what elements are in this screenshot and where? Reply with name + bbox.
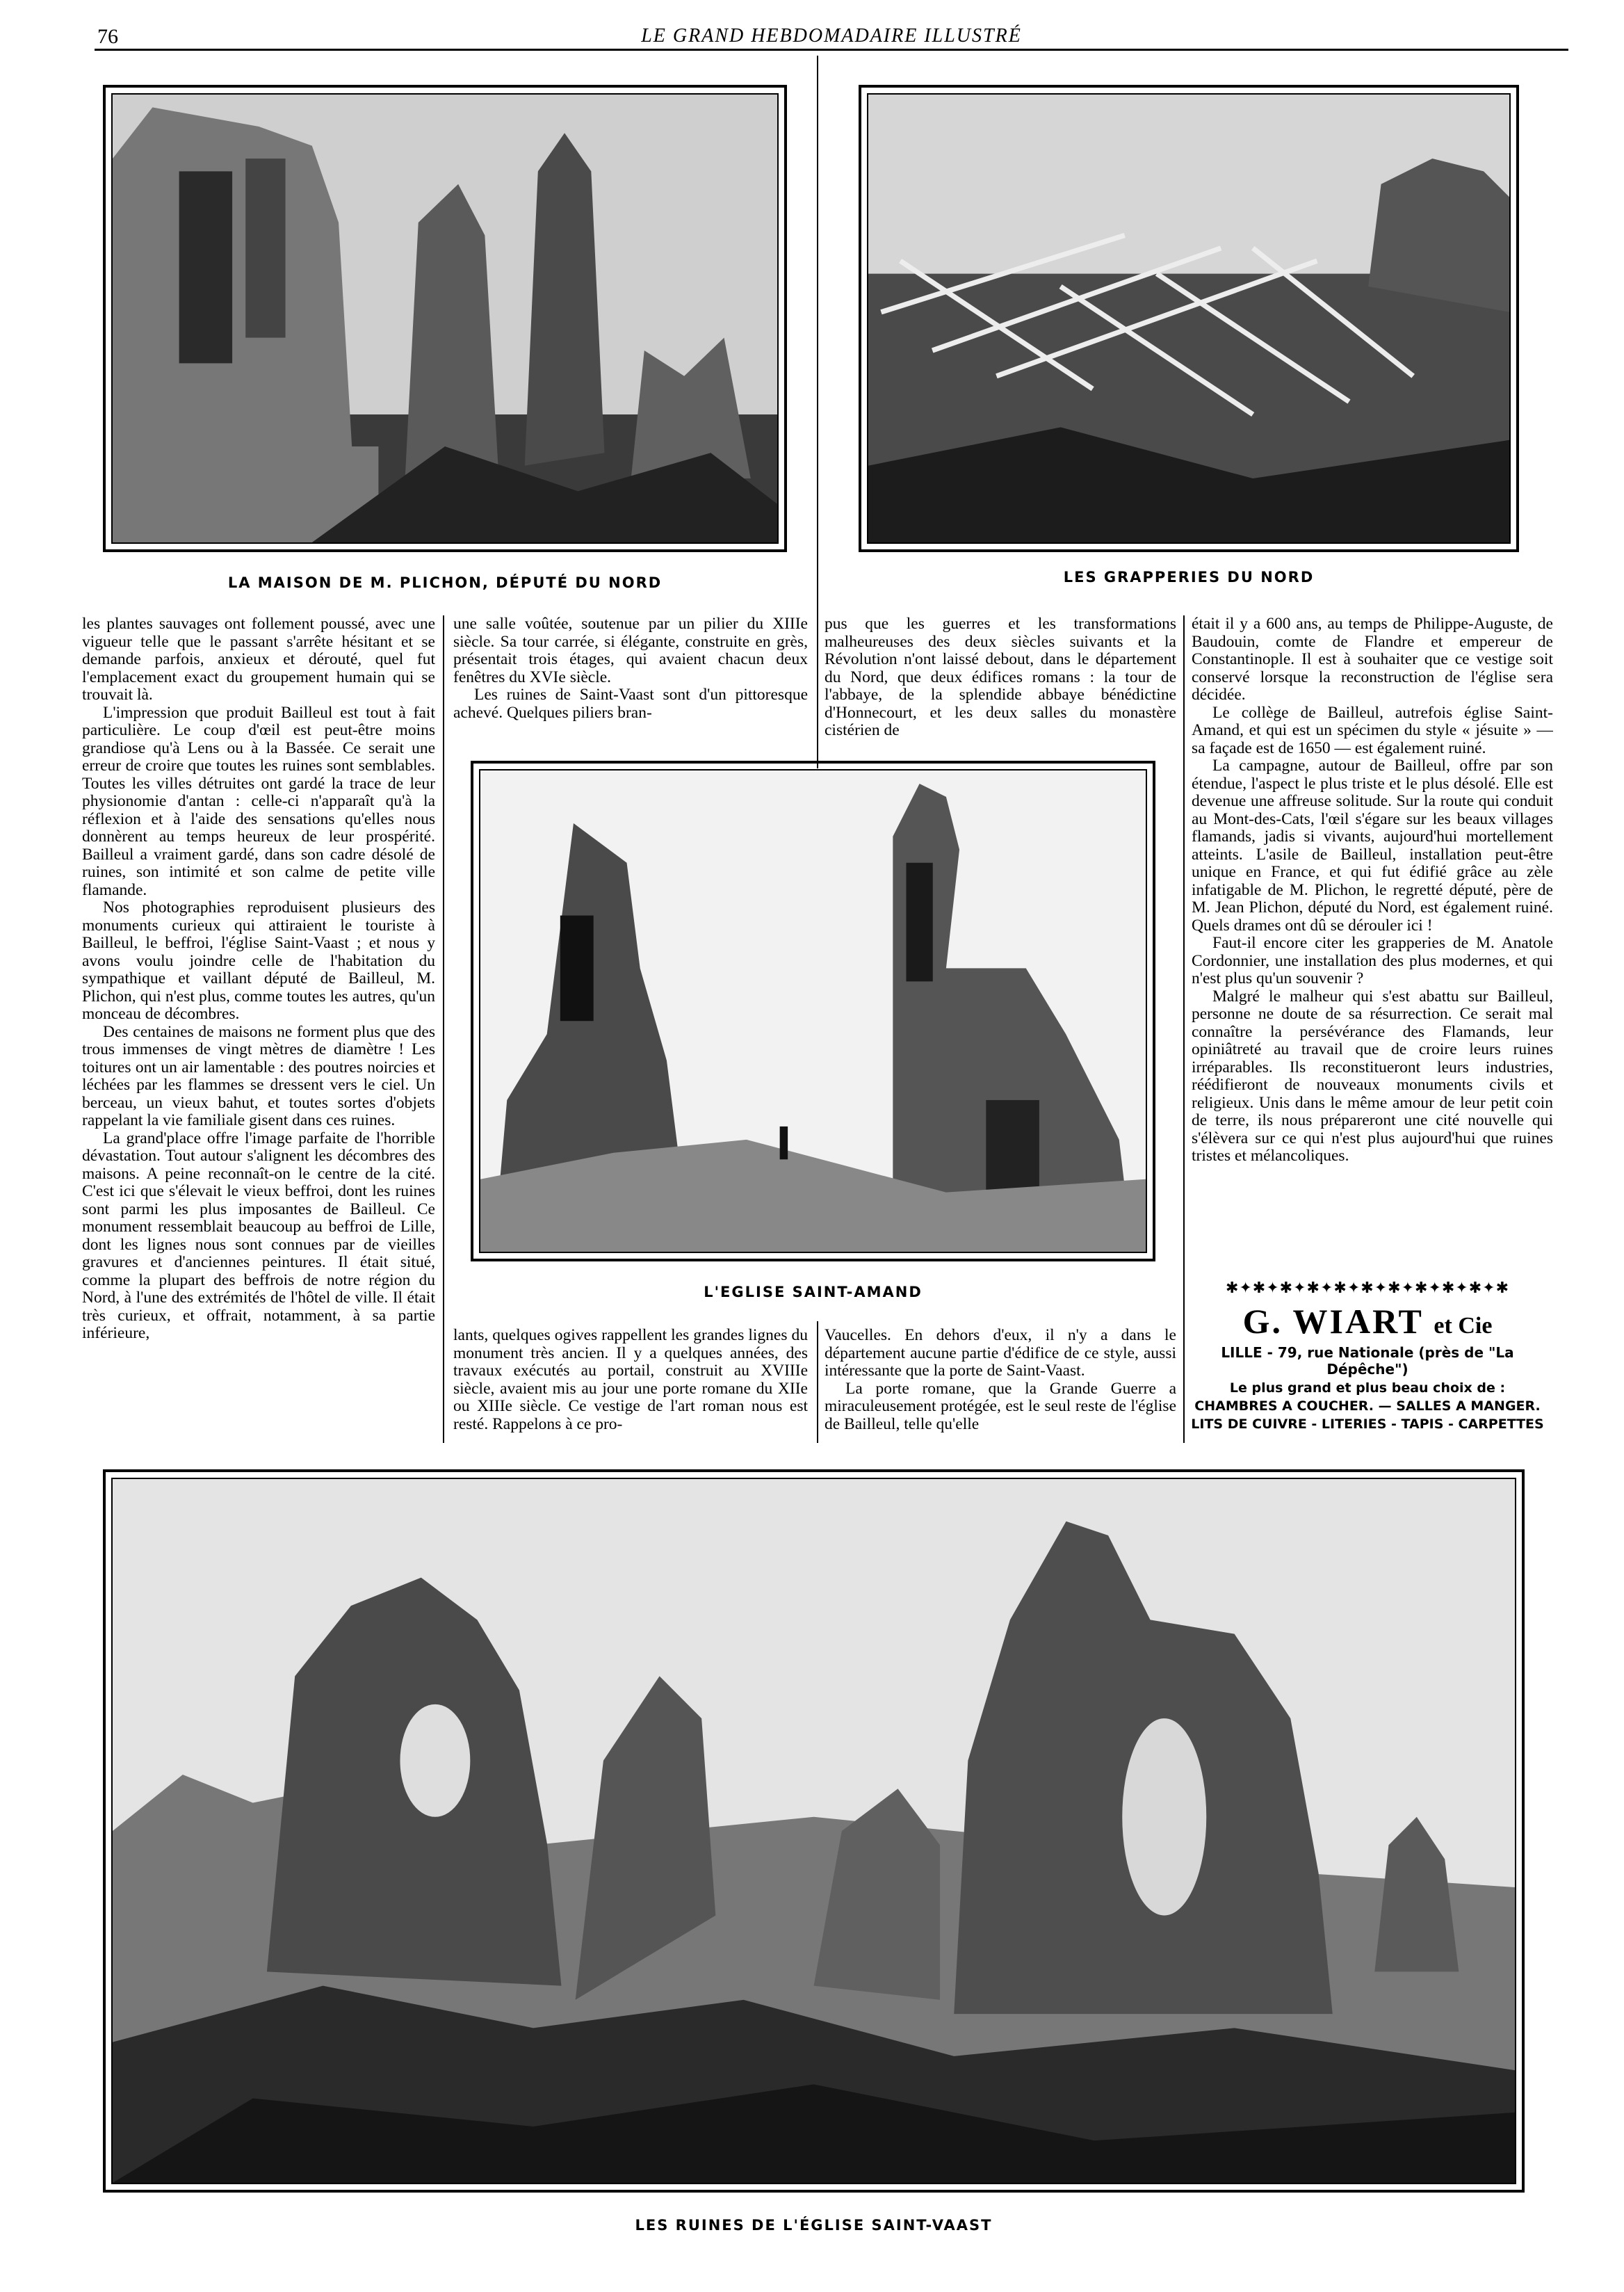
caption-grapperies: LES GRAPPERIES DU NORD: [1063, 569, 1315, 586]
paragraph: Malgré le malheur qui s'est abattu sur Bailleul, personne ne doute de sa résurrection. Ce serait mal connaître la persévérance des Flamands, leur opiniâtreté au travail que de croire leurs ruines irréparables. Ils reconstitueront leurs industries, réédifieront de nouveaux monuments civils et religieux. Unis dans le même amour de leur petit coin de terre, ils nous prépareront une cité nouvelle qui s'élèvera sur ce qui n'est plus aujourd'hui que ruines tristes et mélancoliques.: [1192, 987, 1553, 1165]
article-column-2-bottom: [453, 1327, 808, 1445]
ad-ornament: ✱✦✱✦✱✦✱✦✱✦✱✦✱✦✱✦✱✦✱✦✱: [1225, 1280, 1510, 1297]
article-column-2-top: [453, 615, 808, 741]
paragraph: Vaucelles. En dehors d'eux, il n'y a dans le département aucune partie d'édifice de ce style, aussi intéressante que la porte de Saint-Vaast.: [825, 1327, 1176, 1380]
page-number: 76: [97, 25, 118, 48]
ad-address: LILLE - 79, rue Nationale (près de "La Dépêche"): [1221, 1344, 1514, 1378]
paragraph: Le collège de Bailleul, autrefois église Saint-Amand, et qui est un spécimen du style « jésuite » — sa façade est de 1650 — est également ruiné.: [1192, 703, 1553, 757]
page-header: [95, 21, 1568, 49]
ad-company-name: [1183, 1301, 1552, 1341]
ad-line-1: Le plus grand et plus beau choix de :: [1229, 1380, 1506, 1396]
paragraph: pus que les guerres et les transformations malheureuses des deux siècles suivants et la Révolution n'ont laissé debout, dans le département du Nord, que deux édifices romans : la tour de l'abbaye, de la splendide abbaye bénédictine d'Honnecourt, et les deux salles du monastère cistérien de: [825, 615, 1176, 739]
ad-company: G. WIART: [1242, 1302, 1423, 1341]
paragraph: était il y a 600 ans, au temps de Philippe-Auguste, de Baudouin, comte de Flandre et empereur de Constantinople. Il est à souhaiter que ce vestige soit conservé lorsque la reconstruction de l'église sera décidée.: [1192, 615, 1553, 704]
paragraph: La porte romane, que la Grande Guerre a miraculeusement protégée, est le seul reste de l'église de Bailleul, telle qu'elle: [825, 1379, 1176, 1433]
paragraph: La campagne, autour de Bailleul, offre par son étendue, l'aspect le plus triste et le plus désolé. Elle est devenue une affreuse solitude. Sur la route qui conduit au Mont-des-Cats, l'œil s'égare sur les beaux villages flamands, jadis si vivants, aujourd'hui mortellement atteints. L'asile de Bailleul, installation peut-être unique en France, et qui fut édifié grâce au zèle infatigable de M. Plichon, le regretté député, père de M. Jean Plichon, député du Nord, est également ruiné. Quels drames ont dû se dérouler ici !: [1192, 757, 1553, 935]
article-column-3-bottom: [825, 1327, 1176, 1445]
column-rule: [817, 615, 818, 768]
ad-line-3: LITS DE CUIVRE - LITERIES - TAPIS - CARPETTES: [1191, 1417, 1544, 1432]
article-column-3-top: [825, 615, 1176, 741]
paragraph: Faut-il encore citer les grapperies de M. Anatole Cordonnier, une installation des plus modernes, et qui n'est plus qu'un souvenir ?: [1192, 934, 1553, 987]
paragraph: L'impression que produit Bailleul est tout à fait particulière. Le coup d'œil est peut-être moins grandiose qu'à Lens ou à la Bassée. Ce serait une erreur de croire que toutes les ruines sont semblables. Toutes les villes détruites ont gardé la trace de leur physionomie d'antan : celle-ci n'apparaît qu'à la réflexion et à l'aide des sensations qu'elles nous donnèrent au temps heureux de leur prospérité. Bailleul a vraiment gardé, dans son cadre désolé de ruines, son intimité et son calme de petite ville flamande.: [82, 703, 435, 899]
column-rule: [817, 1321, 818, 1443]
advertisement-wiart: [1183, 1280, 1552, 1432]
caption-eglise-saint-amand: L'EGLISE SAINT-AMAND: [704, 1284, 923, 1300]
photo-eglise-saint-amand: [471, 761, 1155, 1261]
paragraph: Nos photographies reproduisent plusieurs des monuments curieux qui attiraient le touriste à Bailleul, le beffroi, l'église Saint-Vaast ; et nous y avons voulu joindre celle de l'habitation du sympathique et vaillant député de Bailleul, M. Plichon, qui n'est plus, comme toutes les autres, qu'un monceau de décombres.: [82, 898, 435, 1023]
caption-eglise-saint-vaast: LES RUINES DE L'ÉGLISE SAINT-VAAST: [635, 2217, 993, 2234]
caption-maison-plichon: LA MAISON DE M. PLICHON, DÉPUTÉ DU NORD: [227, 574, 663, 591]
paragraph: lants, quelques ogives rappellent les grandes lignes du monument très ancien. Il y a quelques années, des travaux exécutés au portail, construit au XVIIIe siècle, avaient mis au jour une porte romane du XIIe ou XIIIe siècle. Ce vestige de l'art roman nous est resté. Rappelons à ce pro-: [453, 1327, 808, 1433]
paragraph: Des centaines de maisons ne forment plus que des trous immenses de vingt mètres de diamètre ! Les toitures ont un air lamentable : des poutres noircies et léchées par les flammes se dressent vers le ciel. Un berceau, un vieux bahut, et toutes sortes d'objets rappelant la vie familiale gisent dans ces ruines.: [82, 1022, 435, 1129]
header-rule: [95, 49, 1568, 51]
photo-grapperies: [859, 85, 1519, 552]
paragraph: Les ruines de Saint-Vaast sont d'un pittoresque achevé. Quelques piliers bran-: [453, 686, 808, 722]
photo-eglise-saint-vaast: [103, 1469, 1525, 2193]
paragraph: les plantes sauvages ont follement poussé, avec une vigueur telle que le passant s'arrête hésitant et se demande parfois, anxieux et dérouté, quel fut l'emplacement exact du groupement humain qui se trouvait là.: [82, 615, 435, 704]
article-column-4: [1192, 615, 1553, 1269]
photo-maison-plichon: [103, 85, 787, 552]
ad-line-2: CHAMBRES A COUCHER. — SALLES A MANGER.: [1194, 1398, 1541, 1414]
column-rule: [817, 56, 818, 619]
article-column-1: [82, 615, 435, 1443]
running-title: LE GRAND HEBDOMADAIRE ILLUSTRÉ: [641, 25, 1022, 47]
paragraph: une salle voûtée, soutenue par un pilier du XIIIe siècle. Sa tour carrée, si élégante, construite en grès, présentait trois étages, qui avaient chacun deux fenêtres du XVIe siècle.: [453, 615, 808, 686]
column-rule: [443, 615, 444, 1443]
paragraph: La grand'place offre l'image parfaite de l'horrible dévastation. Tout autour s'alignent les décombres des maisons. A peine reconnaît-on le centre de la cité. C'est ici que s'élevait le vieux beffroi, dont les ruines sont parmi les plus imposantes de Bailleul. Ce monument ressemblait beaucoup au beffroi de Lille, dont les lignes nous sont connues par de vieilles gravures et d'anciennes peintures. Il était situé, comme la plupart des beffrois de notre région du Nord, à l'une des extrémités de l'hôtel de ville. Il était très curieux, et offrait, notamment, à sa partie inférieure,: [82, 1129, 435, 1342]
ad-company-suffix: et Cie: [1434, 1313, 1493, 1339]
